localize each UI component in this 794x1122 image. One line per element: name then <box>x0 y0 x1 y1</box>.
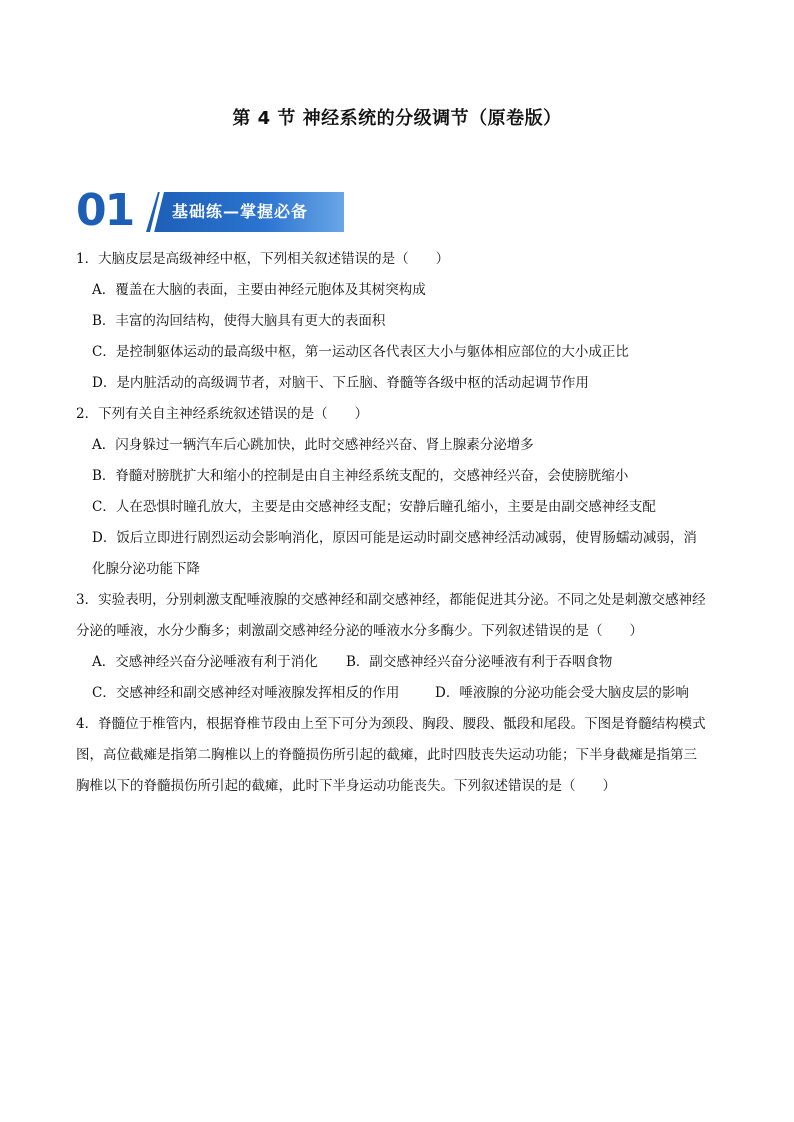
section-number: 01 <box>76 185 134 236</box>
question-3-option-b: B．副交感神经兴奋分泌唾液有利于吞咽食物 <box>346 654 613 670</box>
question-3-option-a: A．交感神经兴奋分泌唾液有利于消化 <box>92 654 318 670</box>
question-1-option-d: D．是内脏活动的高级调节者，对脑干、下丘脑、脊髓等各级中枢的活动起调节作用 <box>92 375 589 391</box>
question-1-option-c: C．是控制躯体运动的最高级中枢，第一运动区各代表区大小与躯体相应部位的大小成正比 <box>92 344 629 360</box>
question-3-options-cd <box>92 678 722 709</box>
section-banner <box>76 185 344 236</box>
question-4-stem-line-2: 图，高位截瘫是指第二胸椎以上的脊髓损伤所引起的截瘫，此时四肢丧失运动功能；下半身截瘫是指第三 <box>76 747 697 763</box>
question-list <box>76 244 722 802</box>
question-2-option-d: D．饭后立即进行剧烈运动会影响消化，原因可能是运动时副交感神经活动减弱，使胃肠蠕动减弱，消 <box>92 530 697 546</box>
question-2-option-d-continued: 化腺分泌功能下降 <box>92 561 200 577</box>
question-3-stem: 3．实验表明，分别刺激支配唾液腺的交感神经和副交感神经，都能促进其分泌。不同之处是刺激交感神经 <box>76 592 706 608</box>
question-3-option-d: D．唾液腺的分泌功能会受大脑皮层的影响 <box>435 685 689 701</box>
page-title: 第 4 节 神经系统的分级调节（原卷版） <box>232 108 562 129</box>
question-3-option-c: C．交感神经和副交感神经对唾液腺发挥相反的作用 <box>92 685 400 701</box>
section-label: 基础练—掌握必备 <box>172 202 309 221</box>
question-2-option-a: A．闪身躲过一辆汽车后心跳加快，此时交感神经兴奋、肾上腺素分泌增多 <box>92 437 534 453</box>
question-1-option-b: B．丰富的沟回结构，使得大脑具有更大的表面积 <box>92 313 386 329</box>
question-1-option-a: A．覆盖在大脑的表面，主要由神经元胞体及其树突构成 <box>92 282 426 298</box>
question-2-option-c: C．人在恐惧时瞳孔放大，主要是由交感神经支配；安静后瞳孔缩小，主要是由副交感神经支配 <box>92 499 656 515</box>
question-3-options-ab <box>92 647 722 678</box>
question-4-stem: 4．脊髓位于椎管内，根据脊椎节段由上至下可分为颈段、胸段、腰段、骶段和尾段。下图是脊髓结构模式 <box>76 716 706 732</box>
question-2-stem: 2．下列有关自主神经系统叙述错误的是（ ） <box>76 406 369 422</box>
question-2-option-b: B．脊髓对膀胱扩大和缩小的控制是由自主神经系统支配的，交感神经兴奋，会使膀胱缩小 <box>92 468 629 484</box>
question-1-stem: 1．大脑皮层是高级神经中枢，下列相关叙述错误的是（ ） <box>76 251 450 267</box>
question-4-stem-line-3: 胸椎以下的脊髓损伤所引起的截瘫，此时下半身运动功能丧失。下列叙述错误的是（ ） <box>76 778 616 794</box>
question-3-stem-continued: 分泌的唾液，水分少酶多；刺激副交感神经分泌的唾液水分多酶少。下列叙述错误的是（ ） <box>76 623 643 639</box>
